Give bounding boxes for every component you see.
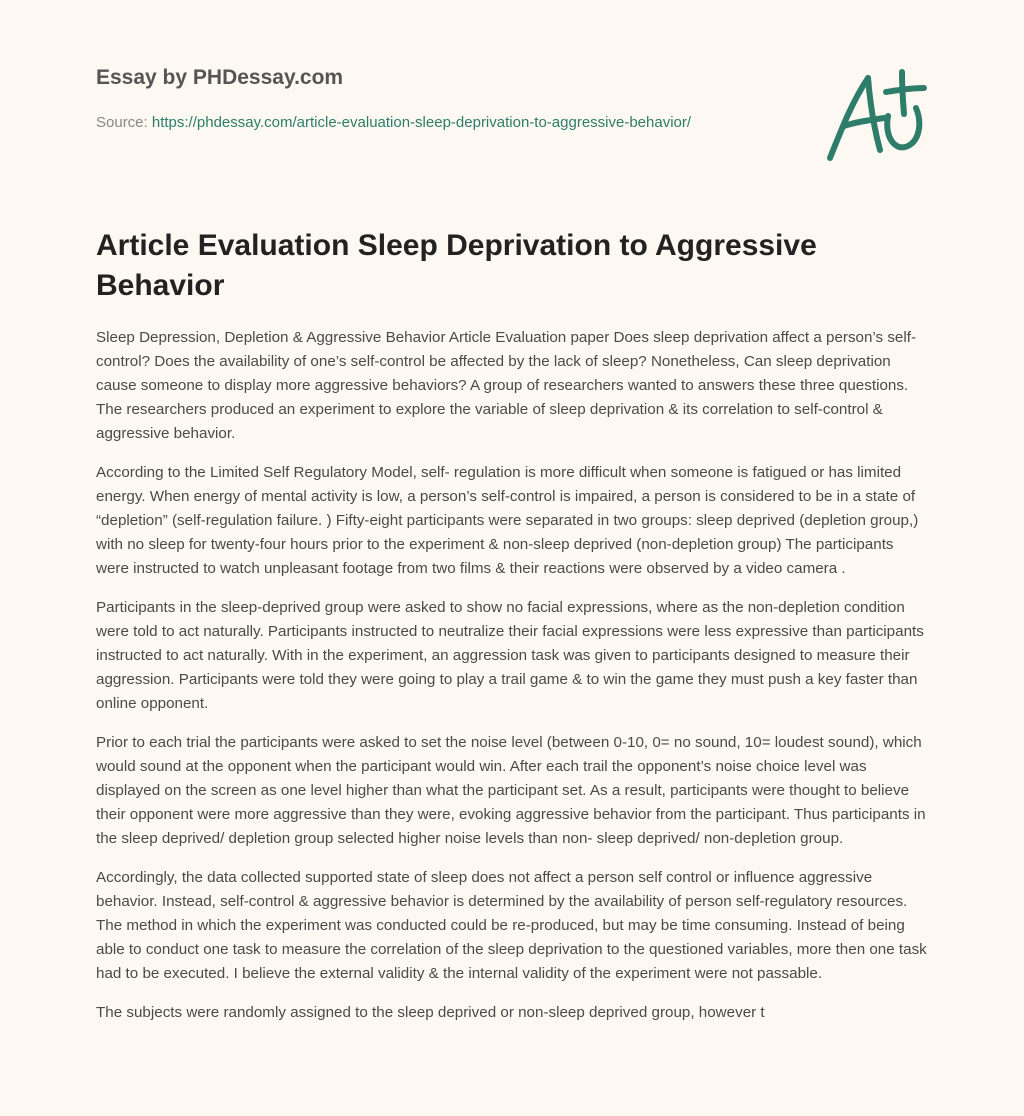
essay-paragraph: The subjects were randomly assigned to the sleep deprived or non-sleep deprived group, however t (96, 1004, 765, 1021)
a-plus-logo-icon (820, 66, 930, 166)
essay-paragraph: Participants in the sleep-deprived group were asked to show no facial expressions, where as the non-depletion condition were told to act naturally. Participants instructed to neutralize their facial expressions were less expressive than participants instructed to act naturally. With in the experiment, an aggression task was given to participants designed to measure their aggression. Participants were told they were going to play a trail game & to win the game they must push a key faster than online opponent. (96, 599, 924, 712)
essay-paragraph: Accordingly, the data collected supported state of sleep does not affect a person self control or influence aggressive behavior. Instead, self-control & aggressive behavior is determined by the availability of person self-regulatory resources. The method in which the experiment was conducted could be re-produced, but may be time consuming. Instead of being able to conduct one task to measure the correlation of the sleep deprivation to the questioned variables, more then one task had to be executed. I believe the external validity & the internal validity of the experiment were not passable. (96, 869, 927, 982)
source-link[interactable]: https://phdessay.com/article-evaluation-sleep-deprivation-to-aggressive-behavior/ (151, 114, 692, 131)
essay-body (96, 326, 928, 1040)
essay-paragraph: According to the Limited Self Regulatory Model, self- regulation is more difficult when someone is fatigued or has limited energy. When energy of mental activity is low, a person’s self-control is impaired, a person is considered to be in a state of “depletion” (self-regulation failure. ) Fifty-eight participants were separated in two groups: sleep deprived (depletion group,) with no sleep for twenty-four hours prior to the experiment & non-sleep deprived (non-depletion group) The participants were instructed to watch unpleasant footage from two films & their reactions were observed by a video camera . (96, 464, 919, 577)
essay-paragraph: Prior to each trial the participants were asked to set the noise level (between 0-10, 0= no sound, 10= loudest sound), which would sound at the opponent when the participant would win. After each trail the opponent’s noise choice level was displayed on the screen as one level higher than what the participant set. As a result, participants were thought to believe their opponent were more aggressive than they were, evoking aggressive behavior from the participant. Thus participants in the sleep deprived/ depletion group selected higher noise levels than non- sleep deprived/ non-depletion group. (96, 734, 926, 847)
source-label: Source: (96, 114, 148, 131)
essay-title: Article Evaluation Sleep Deprivation to Aggressive Behavior (96, 229, 817, 302)
source-line (96, 111, 716, 134)
site-title: Essay by PHDessay.com (96, 66, 344, 89)
essay-paragraph: Sleep Depression, Depletion & Aggressive Behavior Article Evaluation paper Does sleep deprivation affect a person’s self-control? Does the availability of one’s self-control be affected by the lack of sleep? Nonetheless, Can sleep deprivation cause someone to display more aggressive behaviors? A group of researchers wanted to answers these three questions. The researchers produced an experiment to explore the variable of sleep deprivation & its correlation to self-control & aggressive behavior. (96, 329, 917, 442)
